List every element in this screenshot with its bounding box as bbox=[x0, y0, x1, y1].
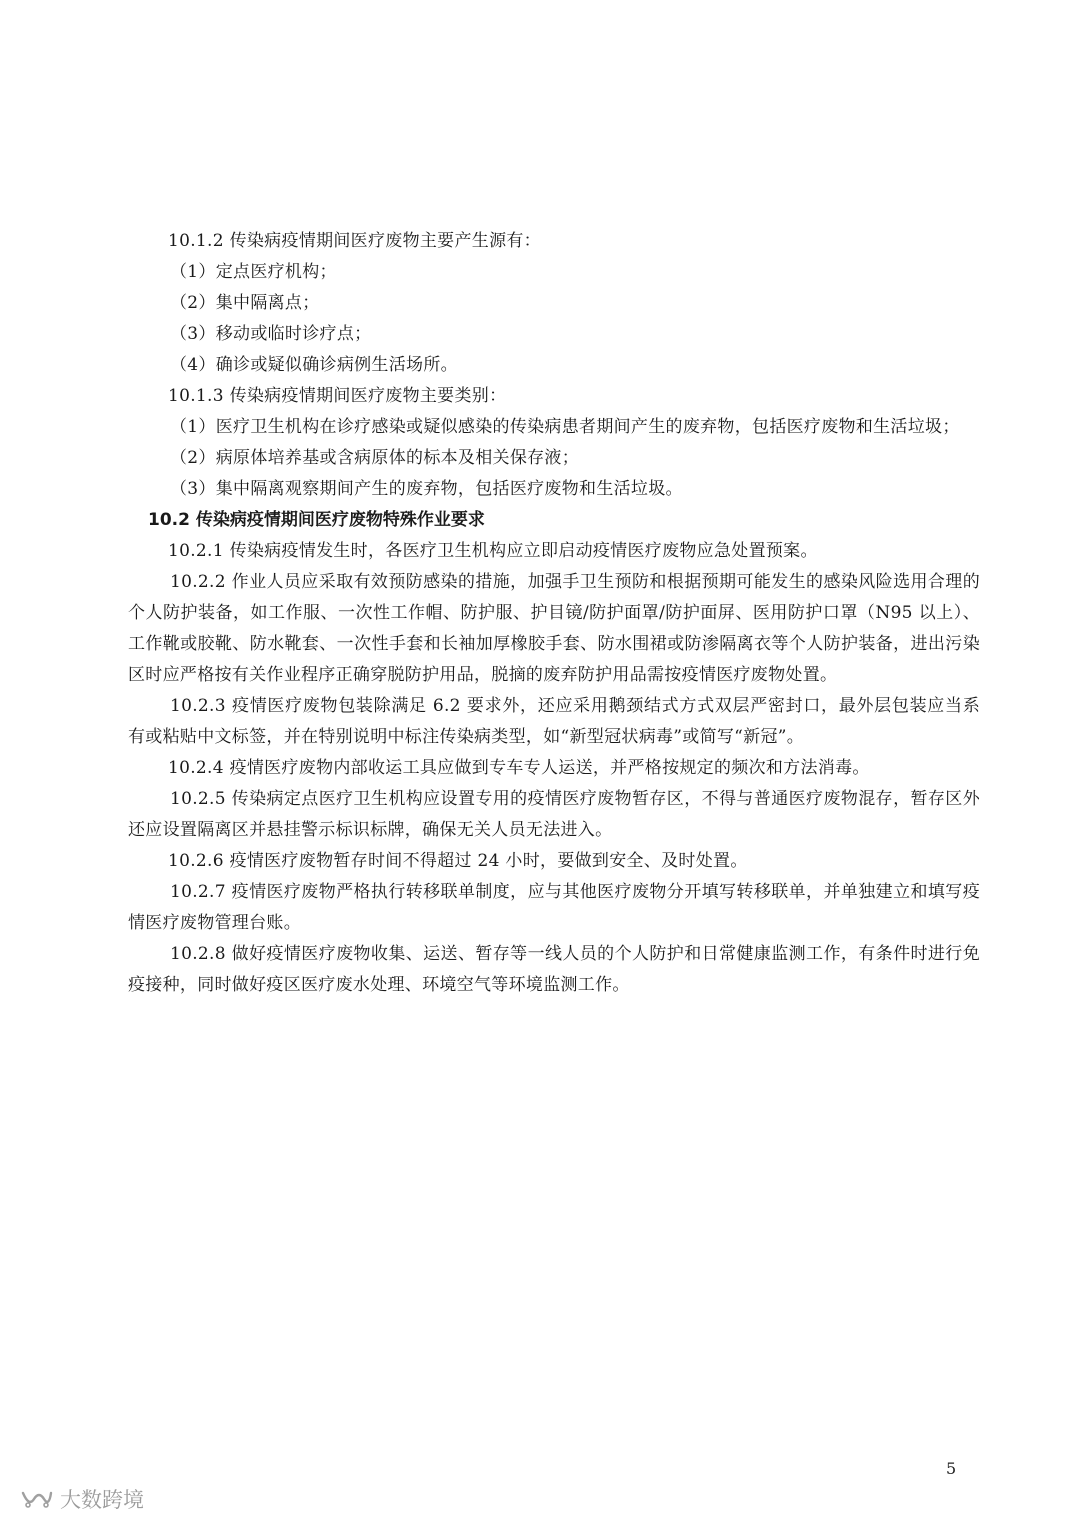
clause-10-1-2: 10.1.2 传染病疫情期间医疗废物主要产生源有： bbox=[168, 231, 541, 251]
clause-10-2-4: 10.2.4 疫情医疗废物内部收运工具应做到专车专人运送，并严格按规定的频次和方法消毒。 bbox=[168, 758, 870, 778]
list-item: （1）医疗卫生机构在诊疗感染或疑似感染的传染病患者期间产生的废弃物，包括医疗废物和生活垃圾； bbox=[170, 417, 960, 437]
section-heading: 10.2 传染病疫情期间医疗废物特殊作业要求 bbox=[148, 510, 485, 530]
clause-10-2-3: 10.2.3 疫情医疗废物包装除满足 6.2 要求外，还应采用鹅颈结式方式双层严密封口，最外层包装应当系有或粘贴中文标签，并在特别说明中标注传染病类型，如“新型冠状病毒”或简写“新冠”。 bbox=[128, 696, 980, 747]
watermark bbox=[20, 1484, 144, 1514]
watermark-text: 大数跨境 bbox=[60, 1488, 144, 1512]
list-item: （3）集中隔离观察期间产生的废弃物，包括医疗废物和生活垃圾。 bbox=[170, 479, 683, 499]
page-number: 5 bbox=[946, 1459, 957, 1478]
list-item: （1）定点医疗机构； bbox=[170, 262, 337, 282]
list-item: （4）确诊或疑似确诊病例生活场所。 bbox=[170, 355, 458, 375]
document-body bbox=[128, 226, 980, 1001]
clause-10-2-1: 10.2.1 传染病疫情发生时，各医疗卫生机构应立即启动疫情医疗废物应急处置预案。 bbox=[168, 541, 818, 561]
wechat-channel-icon bbox=[20, 1487, 54, 1511]
clause-10-2-6: 10.2.6 疫情医疗废物暂存时间不得超过 24 小时，要做到安全、及时处置。 bbox=[168, 851, 748, 871]
clause-10-2-8: 10.2.8 做好疫情医疗废物收集、运送、暂存等一线人员的个人防护和日常健康监测工作，有条件时进行免疫接种，同时做好疫区医疗废水处理、环境空气等环境监测工作。 bbox=[128, 944, 980, 995]
list-item: （2）病原体培养基或含病原体的标本及相关保存液； bbox=[170, 448, 580, 468]
clause-10-2-2: 10.2.2 作业人员应采取有效预防感染的措施，加强手卫生预防和根据预期可能发生的感染风险选用合理的个人防护装备，如工作服、一次性工作帽、防护服、护目镜/防护面罩/防护面屏、医用防护口罩（N95 以上）、工作靴或胶靴、防水靴套、一次性手套和长袖加厚橡胶手套、防水围裙或防渗隔离衣等个人防护装备，进出污染区时应严格按有关作业程序正确穿脱防护用品，脱摘的废弃防护用品需按疫情医疗废物处置。 bbox=[128, 572, 980, 685]
list-item: （3）移动或临时诊疗点； bbox=[170, 324, 372, 344]
clause-10-1-3: 10.1.3 传染病疫情期间医疗废物主要类别： bbox=[168, 386, 507, 406]
clause-10-2-7: 10.2.7 疫情医疗废物严格执行转移联单制度，应与其他医疗废物分开填写转移联单，并单独建立和填写疫情医疗废物管理台账。 bbox=[128, 882, 980, 933]
list-item: （2）集中隔离点； bbox=[170, 293, 320, 313]
clause-10-2-5: 10.2.5 传染病定点医疗卫生机构应设置专用的疫情医疗废物暂存区，不得与普通医疗废物混存，暂存区外还应设置隔离区并悬挂警示标识标牌，确保无关人员无法进入。 bbox=[128, 789, 980, 840]
